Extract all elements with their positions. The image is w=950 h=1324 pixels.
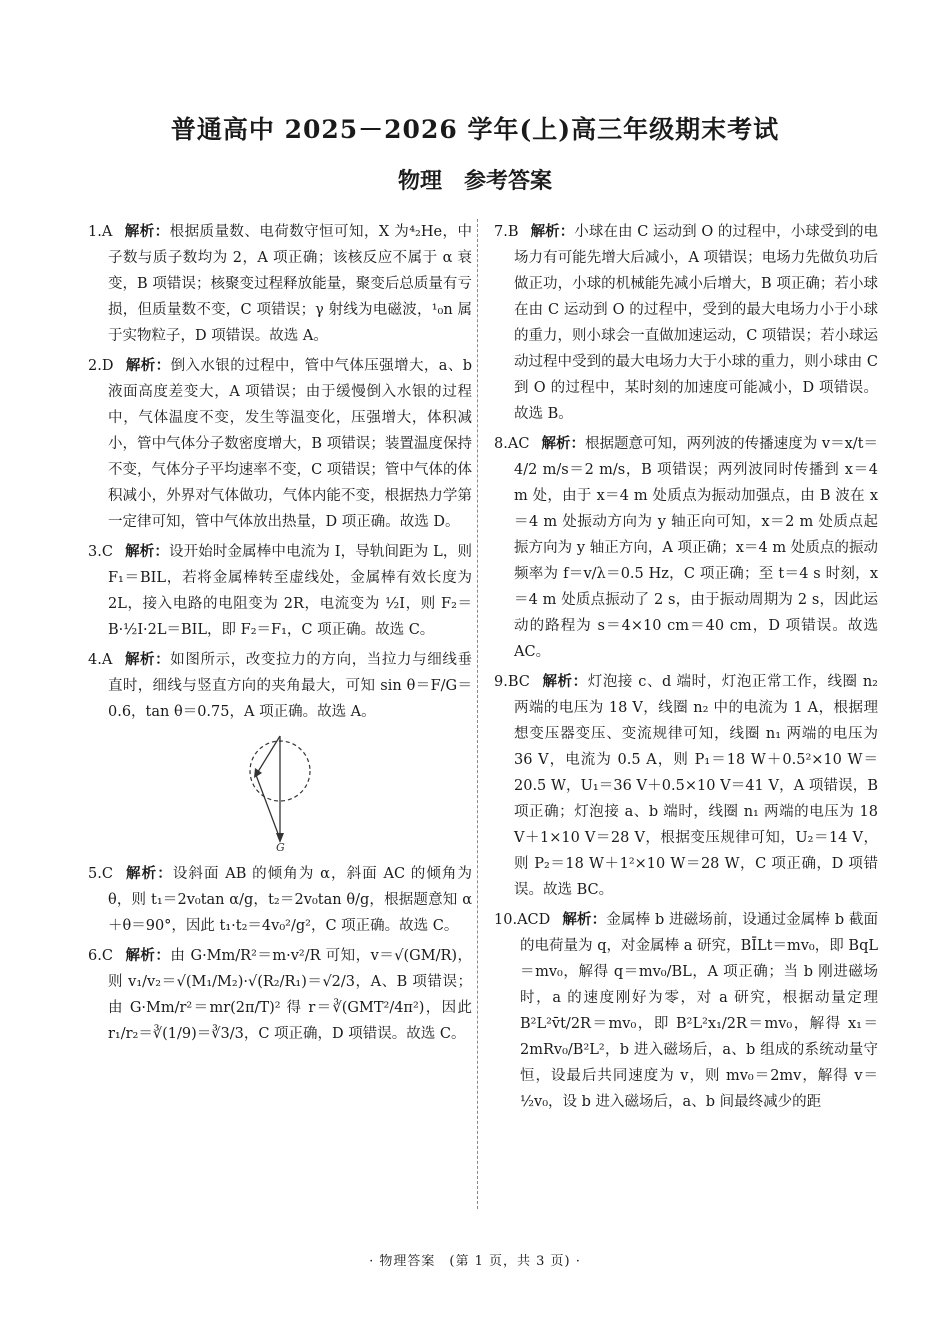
question-8: 8.AC 解析：根据题意可知，两列波的传播速度为 v＝x/t＝4/2 m/s＝2 m/s，B 项错误；两列波同时传播到 x＝4 m 处，由于 x＝4 m 处质点为振动加强点，由 B 波在 x＝4 m 处振动方向为 y 轴正向可知，x＝2 m 处质点起振方向为 y 轴正方向，A 项正确；x＝4 m 处质点的振动频率为 f＝v/λ＝0.5 Hz，C 项正确；至 t＝4 s 时刻，x＝4 m 处质点振动了 2 s，由于振动周期为 2 s，因此运动的路程为 s＝4×10 cm＝40 cm，D 项错误。故选 AC。 bbox=[494, 435, 878, 660]
question-9: 9.BC 解析：灯泡接 c、d 端时，灯泡正常工作，线圈 n₂ 两端的电压为 18 V，线圈 n₂ 中的电流为 1 A，根据理想变压器变压、变流规律可知，线圈 n₁ 两端的电压为 36 V，电流为 0.5 A，则 P₁＝18 W＋0.5²×10 W＝20.5 W，U₁＝36 V＋0.5×10 V＝41 V，A 项错误，B 项正确；灯泡接 a、b 端时，线圈 n₁ 两端的电压为 18 V＋1×10 V＝28 V，根据变压规律可知，U₂＝14 V，则 P₂＝18 W＋1²×10 W＝28 W，C 项正确，D 项错误。故选 BC。 bbox=[494, 673, 878, 898]
question-5: 5.C 解析：设斜面 AB 的倾角为 α，斜面 AC 的倾角为 θ，则 t₁＝2v₀tan α/g，t₂＝2v₀tan θ/g，根据题意知 α＋θ＝90°，因此 t₁·t₂＝4v₀²/g²，C 项正确。故选 C。 bbox=[88, 865, 473, 934]
force-f-vector bbox=[256, 775, 280, 839]
label-g: G bbox=[276, 841, 285, 851]
question-10: 10.ACD 解析：金属棒 b 进磁场前，设通过金属棒 b 截面的电荷量为 q，对金属棒 a 研究，BĪLt＝mv₀，即 BqL＝mv₀，解得 q＝mv₀/BL，A 项正确；当 b 刚进磁场时，a 的速度刚好为零，对 a 研究，根据动量定理 B²L²v̄t/2R＝mv₀，即 B²L²x₁/2R＝mv₀，解得 x₁＝2mRv₀/B²L²，b 进入磁场后，a、b 组成的系统动量守恒，设最后共同速度为 v，则 mv₀＝2mv，解得 v＝½v₀，设 b 进入磁场后，a、b 间最终减少的距 bbox=[494, 911, 878, 1110]
page-subtitle: 物理 参考答案 bbox=[397, 168, 552, 194]
force-diagram bbox=[88, 731, 472, 851]
tension-arrowhead bbox=[254, 768, 262, 778]
tension-vector bbox=[256, 736, 280, 775]
question-6: 6.C 解析：由 G·Mm/R²＝m·v²/R 可知，v＝√(GM/R)，则 v₁/v₂＝√(M₁/M₂)·√(R₂/R₁)＝√2/3，A、B 项错误；由 G·Mm/r²＝mr(2π/T)² 得 r＝∛(GMT²/4π²)，因此 r₁/r₂＝∛(1/9)＝∛3/3，C 项正确，D 项错误。故选 C。 bbox=[88, 947, 473, 1042]
page-footer: · 物理答案 (第 1 页，共 3 页) · bbox=[369, 1254, 581, 1269]
question-3: 3.C 解析：设开始时金属棒中电流为 I，导轨间距为 L，则 F₁＝BIL，若将金属棒转至虚线处，金属棒有效长度为 2L，接入电路的电阻变为 2R，电流变为 ½I，则 F₂＝B·½I·2L＝BIL，即 F₂＝F₁，C 项正确。故选 C。 bbox=[88, 543, 473, 638]
question-1: 1.A 解析：根据质量数、电荷数守恒可知，X 为⁴₂He，中子数与质子数均为 2，A 项正确；该核反应不属于 α 衰变，B 项错误；核聚变过程释放能量，聚变后总质量有亏损，但质量数不变，C 项错误；γ 射线为电磁波，¹₀n 属于实物粒子，D 项错误。故选 A。 bbox=[88, 223, 472, 344]
left-column bbox=[88, 219, 472, 1051]
column-divider bbox=[477, 219, 478, 1209]
right-column bbox=[494, 219, 878, 1119]
page-title: 普通高中 2025－2026 学年(上)高三年级期末考试 bbox=[170, 115, 780, 144]
question-2: 2.D 解析：倒入水银的过程中，管中气体压强增大，a、b 液面高度差变大，A 项错误；由于缓慢倒入水银的过程中，气体温度不变，发生等温变化，压强增大，体积减小，管中气体分子数密度增大，B 项错误；装置温度保持不变，气体分子平均速率不变，C 项错误；管中气体的体积减小，外界对气体做功，气体内能不变，根据热力学第一定律可知，管中气体放出热量，D 项正确。故选 D。 bbox=[88, 357, 473, 530]
question-7: 7.B 解析：小球在由 C 运动到 O 的过程中，小球受到的电场力有可能先增大后减小，A 项错误；电场力先做负功后做正功，小球的机械能先减小后增大，B 项正确；若小球在由 C 运动到 O 的过程中，受到的最大电场力小于小球的重力，则小球会一直做加速运动，C 项错误；若小球运动过程中受到的最大电场力大于小球的重力，则小球由 C 到 O 的过程中，某时刻的加速度可能减小，D 项错误。故选 B。 bbox=[494, 223, 879, 422]
force-diagram-svg bbox=[235, 731, 325, 851]
question-4: 4.A 解析：如图所示，改变拉力的方向，当拉力与细线垂直时，细线与竖直方向的夹角最大，可知 sin θ＝F/G＝0.6，tan θ＝0.75，A 项正确。故选 A。 bbox=[88, 651, 473, 720]
